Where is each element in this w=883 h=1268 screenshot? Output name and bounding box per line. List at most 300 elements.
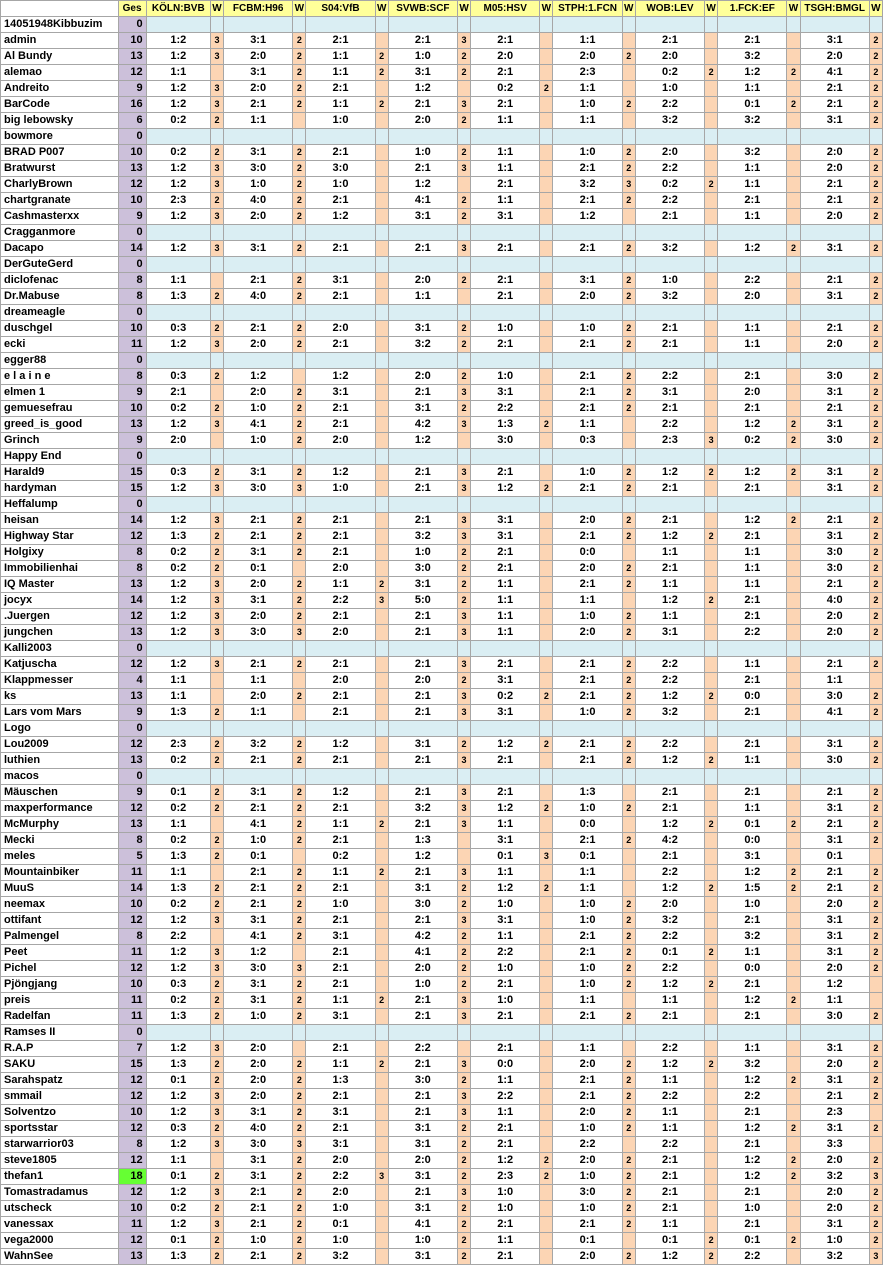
points-cell: [375, 81, 388, 97]
player-total: 8: [118, 289, 146, 305]
tip-cell: 1:2: [388, 81, 457, 97]
player-name: e l a i n e: [1, 369, 119, 385]
points-cell: 2: [540, 81, 553, 97]
points-cell: 2: [293, 1105, 306, 1121]
points-cell: [869, 721, 882, 737]
points-cell: [375, 465, 388, 481]
player-name: alemao: [1, 65, 119, 81]
points-cell: 2: [210, 785, 223, 801]
points-cell: 2: [869, 1185, 882, 1201]
points-cell: 2: [210, 561, 223, 577]
points-cell: [787, 81, 800, 97]
tip-cell: 3:1: [800, 385, 869, 401]
points-cell: [540, 401, 553, 417]
points-cell: [375, 225, 388, 241]
points-cell: [540, 785, 553, 801]
points-cell: [540, 993, 553, 1009]
tip-cell: 1:2: [635, 1249, 704, 1265]
tip-cell: 4:1: [388, 193, 457, 209]
tip-cell: 2:1: [800, 1089, 869, 1105]
points-cell: 2: [787, 433, 800, 449]
tip-cell: 0:2: [718, 433, 787, 449]
points-cell: 2: [622, 657, 635, 673]
points-cell: 2: [869, 161, 882, 177]
points-cell: [375, 801, 388, 817]
tip-cell: 1:1: [718, 545, 787, 561]
points-cell: 2: [622, 625, 635, 641]
points-cell: [787, 209, 800, 225]
points-cell: 2: [293, 241, 306, 257]
points-cell: 2: [293, 1201, 306, 1217]
points-cell: [705, 1201, 718, 1217]
points-cell: 2: [622, 273, 635, 289]
tip-cell: [553, 641, 622, 657]
points-cell: 2: [458, 1153, 471, 1169]
tip-cell: 2:1: [471, 1249, 540, 1265]
tip-cell: 2:1: [306, 1121, 375, 1137]
points-cell: 2: [293, 1217, 306, 1233]
player-name: Cragganmore: [1, 225, 119, 241]
points-cell: 2: [458, 321, 471, 337]
table-row: [1, 625, 883, 641]
tip-cell: 2:1: [388, 1009, 457, 1025]
tip-cell: 3:1: [471, 513, 540, 529]
tip-cell: [800, 641, 869, 657]
points-cell: 2: [293, 929, 306, 945]
table-row: [1, 1089, 883, 1105]
tip-cell: [800, 257, 869, 273]
points-cell: 2: [869, 193, 882, 209]
tip-cell: 2:1: [223, 657, 292, 673]
points-cell: [787, 689, 800, 705]
tip-cell: 3:0: [800, 689, 869, 705]
tip-cell: 1:3: [388, 833, 457, 849]
tip-cell: 2:1: [635, 1153, 704, 1169]
points-cell: [540, 897, 553, 913]
tip-cell: 1:0: [471, 961, 540, 977]
tip-cell: 2:0: [800, 625, 869, 641]
tip-cell: 1:2: [146, 209, 210, 225]
points-cell: [787, 977, 800, 993]
points-cell: [622, 65, 635, 81]
points-cell: 2: [540, 1153, 553, 1169]
tip-cell: [635, 129, 704, 145]
tip-cell: 2:0: [800, 337, 869, 353]
player-name: Lou2009: [1, 737, 119, 753]
points-cell: [540, 193, 553, 209]
points-cell: [540, 33, 553, 49]
tip-cell: 1:2: [146, 81, 210, 97]
tip-cell: 3:1: [800, 737, 869, 753]
tip-cell: 3:1: [223, 65, 292, 81]
points-cell: [787, 321, 800, 337]
tip-cell: 3:1: [388, 401, 457, 417]
points-cell: 2: [293, 1249, 306, 1265]
points-cell: [375, 945, 388, 961]
points-cell: [375, 913, 388, 929]
tip-cell: 1:2: [718, 1121, 787, 1137]
points-cell: 2: [458, 737, 471, 753]
points-cell: 3: [458, 1009, 471, 1025]
tip-cell: [306, 129, 375, 145]
points-cell: 2: [210, 849, 223, 865]
tip-cell: 1:0: [553, 1169, 622, 1185]
tip-cell: 1:2: [306, 737, 375, 753]
points-cell: 2: [869, 833, 882, 849]
tip-cell: 3:0: [223, 961, 292, 977]
tip-cell: [388, 1025, 457, 1041]
tip-cell: 2:1: [388, 161, 457, 177]
points-cell: 2: [458, 401, 471, 417]
points-cell: [210, 673, 223, 689]
tip-cell: [635, 449, 704, 465]
points-cell: [458, 225, 471, 241]
tip-cell: [800, 449, 869, 465]
points-cell: [293, 1041, 306, 1057]
points-cell: [210, 449, 223, 465]
points-cell: 2: [458, 65, 471, 81]
tip-cell: 2:2: [146, 929, 210, 945]
tip-cell: 2:1: [388, 993, 457, 1009]
tip-cell: 2:1: [388, 465, 457, 481]
points-cell: [705, 497, 718, 513]
table-row: [1, 705, 883, 721]
points-cell: 2: [869, 689, 882, 705]
tip-cell: 3:1: [800, 1041, 869, 1057]
player-total: 0: [118, 225, 146, 241]
tip-cell: 2:1: [800, 865, 869, 881]
points-cell: 2: [293, 785, 306, 801]
points-cell: 2: [622, 385, 635, 401]
tip-cell: [635, 497, 704, 513]
tip-cell: 2:1: [471, 1121, 540, 1137]
points-cell: [375, 1041, 388, 1057]
tip-cell: 2:1: [635, 1009, 704, 1025]
player-name: Palmengel: [1, 929, 119, 945]
tip-cell: 2:1: [471, 545, 540, 561]
points-cell: [540, 529, 553, 545]
player-name: Heffalump: [1, 497, 119, 513]
tip-cell: 1:2: [718, 241, 787, 257]
points-cell: [375, 353, 388, 369]
player-total: 12: [118, 657, 146, 673]
tip-cell: 2:1: [471, 753, 540, 769]
points-cell: [540, 1009, 553, 1025]
points-cell: [705, 257, 718, 273]
points-cell: [540, 433, 553, 449]
tip-cell: 3:1: [223, 1153, 292, 1169]
tip-cell: 2:1: [388, 865, 457, 881]
points-cell: [458, 1041, 471, 1057]
points-cell: 2: [210, 401, 223, 417]
points-cell: 2: [293, 977, 306, 993]
table-row: [1, 897, 883, 913]
tip-cell: 1:1: [553, 81, 622, 97]
tip-cell: 2:2: [718, 1089, 787, 1105]
points-cell: 2: [293, 801, 306, 817]
tip-cell: 3:1: [223, 785, 292, 801]
points-cell: [293, 17, 306, 33]
points-cell: [787, 897, 800, 913]
tip-cell: 2:0: [223, 1041, 292, 1057]
points-cell: [375, 705, 388, 721]
tip-cell: 3:1: [388, 1249, 457, 1265]
tip-cell: [223, 353, 292, 369]
tip-cell: 2:0: [306, 625, 375, 641]
points-cell: 2: [293, 881, 306, 897]
points-cell: [705, 1025, 718, 1041]
table-row: [1, 593, 883, 609]
points-cell: 2: [869, 209, 882, 225]
tip-cell: 2:1: [553, 369, 622, 385]
table-row: [1, 33, 883, 49]
points-cell: [375, 1089, 388, 1105]
points-cell: 2: [622, 481, 635, 497]
tip-cell: 1:0: [553, 897, 622, 913]
points-cell: 3: [210, 97, 223, 113]
points-cell: 2: [293, 97, 306, 113]
tip-cell: 2:1: [553, 161, 622, 177]
tip-cell: 1:1: [146, 273, 210, 289]
tip-cell: 1:0: [471, 1185, 540, 1201]
points-cell: [705, 449, 718, 465]
tip-cell: 1:0: [388, 49, 457, 65]
points-cell: 2: [210, 737, 223, 753]
tip-cell: 2:0: [223, 577, 292, 593]
points-cell: 2: [293, 273, 306, 289]
table-row: [1, 865, 883, 881]
points-cell: [787, 945, 800, 961]
tip-cell: 1:1: [306, 97, 375, 113]
tip-cell: 1:0: [306, 1201, 375, 1217]
tip-cell: 1:3: [146, 1249, 210, 1265]
tip-cell: [146, 353, 210, 369]
tip-cell: 2:1: [223, 881, 292, 897]
player-total: 10: [118, 321, 146, 337]
player-total: 18: [118, 1169, 146, 1185]
points-cell: 2: [210, 545, 223, 561]
tip-cell: 2:1: [146, 385, 210, 401]
tip-cell: 2:1: [800, 657, 869, 673]
tip-cell: 3:2: [718, 113, 787, 129]
tip-cell: 2:1: [306, 977, 375, 993]
player-total: 0: [118, 1025, 146, 1041]
player-name: ks: [1, 689, 119, 705]
tip-cell: 2:2: [306, 1169, 375, 1185]
tip-cell: [471, 1025, 540, 1041]
tip-cell: 3:0: [553, 1185, 622, 1201]
tip-cell: 0:2: [471, 689, 540, 705]
points-cell: 2: [869, 945, 882, 961]
tip-cell: 1:2: [146, 177, 210, 193]
points-cell: 2: [375, 577, 388, 593]
tip-cell: 0:0: [718, 833, 787, 849]
points-cell: 2: [622, 49, 635, 65]
points-cell: 3: [458, 1185, 471, 1201]
tip-cell: 1:2: [146, 337, 210, 353]
points-cell: 2: [869, 1121, 882, 1137]
tip-cell: 1:0: [553, 1121, 622, 1137]
points-cell: 2: [622, 1169, 635, 1185]
points-cell: 2: [787, 865, 800, 881]
header-match: SVWB:SCF: [388, 1, 457, 17]
table-row: [1, 657, 883, 673]
tip-cell: 2:0: [223, 49, 292, 65]
points-cell: [787, 593, 800, 609]
tip-cell: 2:1: [388, 1057, 457, 1073]
points-cell: 2: [458, 1201, 471, 1217]
tip-cell: 0:1: [146, 1169, 210, 1185]
tip-cell: 3:1: [223, 545, 292, 561]
points-cell: 2: [293, 81, 306, 97]
tip-cell: 3:1: [388, 65, 457, 81]
player-name: Mäuschen: [1, 785, 119, 801]
points-cell: [540, 177, 553, 193]
tip-cell: 3:1: [388, 321, 457, 337]
points-cell: [787, 385, 800, 401]
points-cell: 2: [622, 737, 635, 753]
tip-cell: 1:2: [635, 593, 704, 609]
table-row: [1, 449, 883, 465]
tip-cell: 1:0: [306, 481, 375, 497]
tip-cell: 0:1: [146, 1073, 210, 1089]
player-total: 10: [118, 1201, 146, 1217]
tip-cell: [471, 449, 540, 465]
points-cell: [458, 849, 471, 865]
tip-cell: 1:2: [635, 977, 704, 993]
player-name: Holgixy: [1, 545, 119, 561]
points-cell: 2: [293, 913, 306, 929]
points-cell: [705, 369, 718, 385]
tip-cell: 2:1: [553, 529, 622, 545]
tip-cell: 1:2: [718, 1153, 787, 1169]
points-cell: 2: [869, 897, 882, 913]
player-total: 8: [118, 273, 146, 289]
player-total: 12: [118, 1121, 146, 1137]
tip-cell: 1:2: [635, 817, 704, 833]
points-cell: [293, 257, 306, 273]
points-cell: [540, 289, 553, 305]
tip-cell: 2:1: [718, 593, 787, 609]
tip-cell: 1:2: [718, 993, 787, 1009]
tip-cell: [223, 257, 292, 273]
tip-cell: 3:1: [800, 913, 869, 929]
tip-cell: 3:2: [800, 1249, 869, 1265]
points-cell: 3: [458, 529, 471, 545]
header-w: W: [705, 1, 718, 17]
tip-cell: [800, 129, 869, 145]
player-name: 14051948Kibbuzim: [1, 17, 119, 33]
points-cell: [375, 145, 388, 161]
player-name: hardyman: [1, 481, 119, 497]
tip-cell: 1:1: [471, 577, 540, 593]
tip-cell: 1:3: [471, 417, 540, 433]
player-name: dreameagle: [1, 305, 119, 321]
tip-cell: 3:1: [471, 385, 540, 401]
tip-cell: 1:1: [718, 209, 787, 225]
points-cell: 2: [869, 609, 882, 625]
tip-cell: [635, 1025, 704, 1041]
points-cell: 2: [210, 1121, 223, 1137]
points-cell: [458, 641, 471, 657]
points-cell: [705, 481, 718, 497]
table-row: [1, 1169, 883, 1185]
tip-cell: 2:1: [718, 193, 787, 209]
table-row: [1, 977, 883, 993]
tip-cell: 2:1: [388, 481, 457, 497]
player-name: smmail: [1, 1089, 119, 1105]
points-cell: 2: [869, 417, 882, 433]
header-match: FCBM:H96: [223, 1, 292, 17]
tip-cell: 3:0: [800, 753, 869, 769]
table-row: [1, 161, 883, 177]
points-cell: [705, 961, 718, 977]
points-cell: 2: [458, 1121, 471, 1137]
tip-cell: 2:0: [223, 1057, 292, 1073]
points-cell: 3: [375, 1169, 388, 1185]
points-cell: 2: [869, 961, 882, 977]
points-cell: 2: [293, 177, 306, 193]
player-name: Tomastradamus: [1, 1185, 119, 1201]
points-cell: 2: [622, 1009, 635, 1025]
tip-cell: 2:1: [471, 1217, 540, 1233]
points-cell: 2: [869, 929, 882, 945]
tip-cell: 3:1: [388, 1169, 457, 1185]
tip-cell: 0:1: [553, 849, 622, 865]
tip-cell: 1:1: [146, 689, 210, 705]
points-cell: [375, 1233, 388, 1249]
points-cell: 3: [458, 417, 471, 433]
points-cell: 3: [210, 1185, 223, 1201]
points-cell: [869, 257, 882, 273]
points-cell: 2: [293, 465, 306, 481]
points-cell: [540, 17, 553, 33]
points-cell: [787, 257, 800, 273]
tip-cell: 3:1: [800, 465, 869, 481]
points-cell: 2: [458, 561, 471, 577]
tip-cell: 2:1: [223, 273, 292, 289]
points-cell: [622, 1025, 635, 1041]
tip-cell: 2:1: [471, 97, 540, 113]
tip-cell: [146, 497, 210, 513]
points-cell: [375, 17, 388, 33]
points-cell: 2: [375, 865, 388, 881]
tip-cell: [146, 225, 210, 241]
table-row: [1, 433, 883, 449]
points-cell: 3: [210, 177, 223, 193]
tip-cell: 3:0: [223, 161, 292, 177]
points-cell: [705, 577, 718, 593]
tip-cell: 0:2: [635, 65, 704, 81]
tip-cell: 1:1: [146, 865, 210, 881]
player-total: 12: [118, 801, 146, 817]
tip-cell: 2:1: [223, 321, 292, 337]
points-cell: 2: [622, 513, 635, 529]
tip-cell: 2:0: [553, 49, 622, 65]
tip-cell: 1:0: [471, 993, 540, 1009]
points-cell: 2: [622, 1249, 635, 1265]
points-cell: [622, 769, 635, 785]
tip-cell: 3:3: [800, 1137, 869, 1153]
points-cell: 3: [622, 177, 635, 193]
points-cell: [540, 1201, 553, 1217]
tip-cell: 1:2: [635, 689, 704, 705]
table-row: [1, 1201, 883, 1217]
player-name: Cashmasterxx: [1, 209, 119, 225]
player-name: Pichel: [1, 961, 119, 977]
tip-cell: 1:2: [146, 161, 210, 177]
tip-cell: 2:1: [553, 577, 622, 593]
